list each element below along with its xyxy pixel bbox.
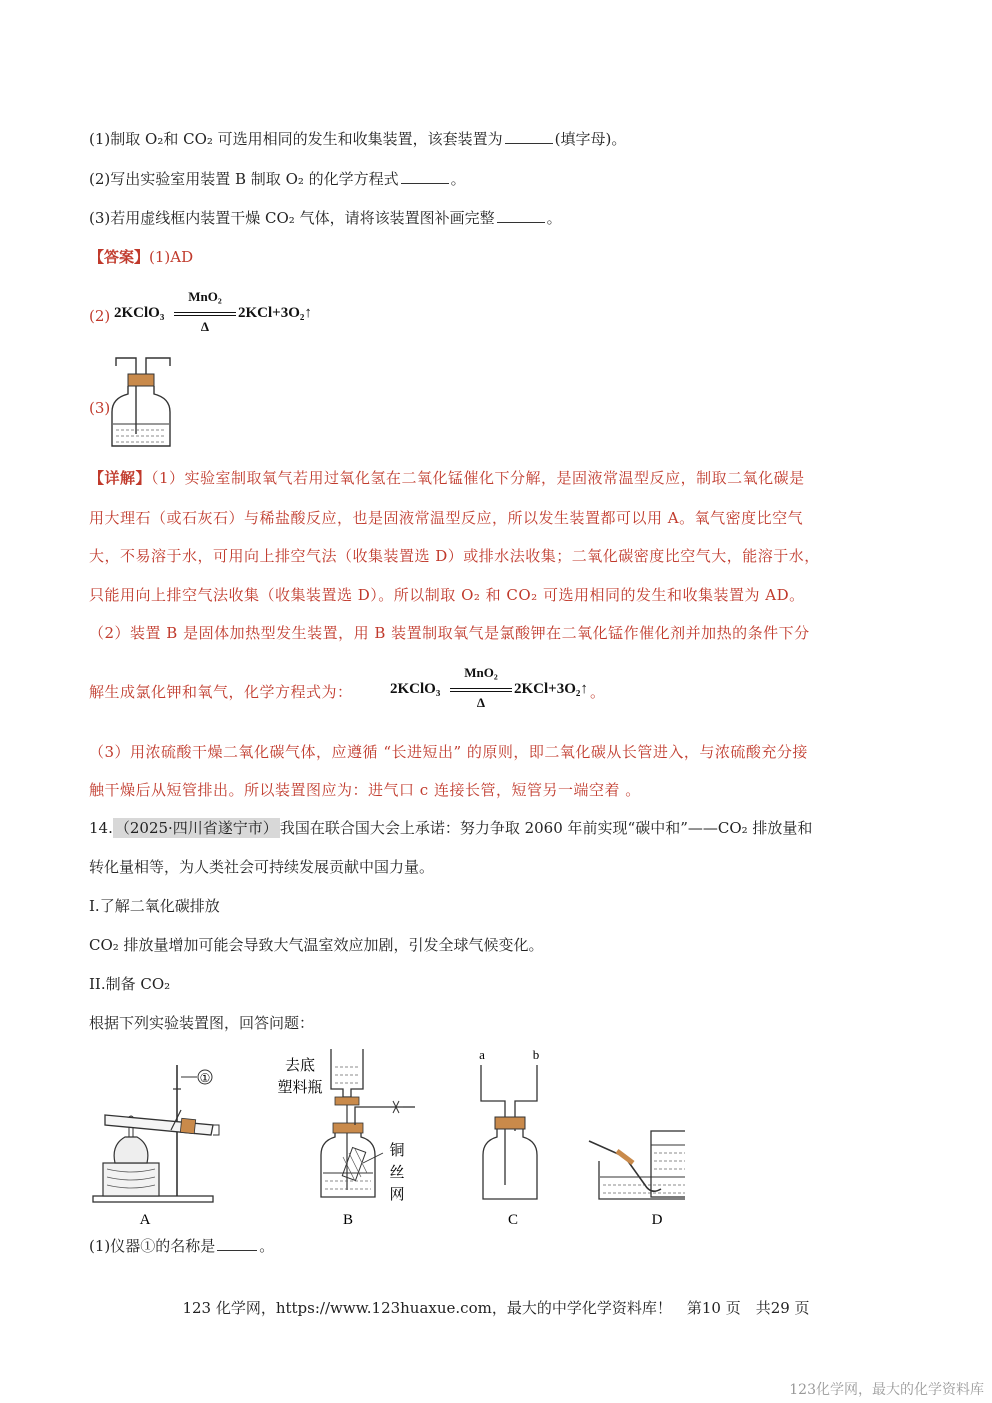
q14-line-1: 14. （2025·四川省遂宁市） 我国在联合国大会上承诺：努力争取 2060 年前实现“碳中和”——CO₂ 排放量和 xyxy=(89,819,813,837)
liquid xyxy=(116,430,166,442)
reaction-bar xyxy=(174,312,236,313)
section-2-text: 根据下列实验装置图，回答问题： xyxy=(89,1014,315,1032)
marker-1: ① xyxy=(199,1071,211,1085)
answer-blank xyxy=(505,129,553,144)
drying-bottle-figure xyxy=(108,354,178,450)
gas-bottle xyxy=(651,1131,685,1197)
detail-line-7: （3）用浓硫酸干燥二氧化碳气体，应遵循 “长进短出” 的原则，即二氧化碳从长管进入，与浓硫酸充分接 xyxy=(89,743,808,761)
apparatus-c xyxy=(479,1047,539,1228)
b-side-label-1: 铜 xyxy=(389,1143,405,1159)
c-label-a: a xyxy=(479,1047,485,1062)
apparatus-a xyxy=(93,1065,219,1228)
c-label-b: b xyxy=(532,1047,540,1062)
b-top-label-2: 塑料瓶 xyxy=(277,1080,323,1096)
watermark: 123化学网，最大的化学资料库 xyxy=(789,1382,984,1398)
detail-line-6: 解生成氯化钾和氧气，化学方程式为： xyxy=(89,683,353,701)
section-2-title: II.制备 CO₂ xyxy=(89,975,171,993)
plastic-bottle xyxy=(331,1049,363,1097)
section-1-title: I.了解二氧化碳排放 xyxy=(89,897,220,915)
label-b: B xyxy=(342,1212,354,1228)
apparatus-d xyxy=(589,1131,685,1228)
label-a: A xyxy=(139,1212,151,1228)
delivery-tube xyxy=(589,1141,661,1191)
page-footer: 123 化学网，https://www.123huaxue.com，最大的中学化学资料库！ 第10 页 共29 页 xyxy=(182,1299,810,1317)
detail-line-4: 只能用向上排空气法收集（收集装置选 D）。所以制取 O₂ 和 CO₂ 可选用相同的发生和收集装置为 AD。 xyxy=(89,586,805,604)
stopper xyxy=(128,374,154,386)
q14-line-2: 转化量相等，为人类社会可持续发展贡献中国力量。 xyxy=(89,858,435,876)
answer-blank xyxy=(217,1236,257,1251)
chemical-equation: 2KClO₃ MnO₂ Δ 2KCl+3O₂↑ xyxy=(114,289,312,334)
apparatus-b xyxy=(277,1049,415,1228)
detail-line-1: 【详解】（1）实验室制取氧气若用过氧化氢在二氧化锰催化下分解，是固液常温型反应，制取二氧化碳是 xyxy=(89,469,805,487)
section-1-text: CO₂ 排放量增加可能会导致大气温室效应加剧，引发全球气候变化。 xyxy=(89,936,544,954)
answer-blank xyxy=(497,208,545,223)
wood-block xyxy=(103,1163,159,1196)
apparatus-figure xyxy=(85,1045,685,1235)
detail-line-8: 触干燥后从短管排出。所以装置图应为：进气口 c 连接长管，短管另一端空着 。 xyxy=(89,781,641,799)
long-tube xyxy=(116,358,136,434)
q14-sub-1: (1)仪器①的名称是 。 xyxy=(89,1237,275,1255)
question-1: (1)制取 O₂和 CO₂ 可选用相同的发生和收集装置，该套装置为 (填字母)。 xyxy=(89,130,627,148)
answer-2-prefix: (2) xyxy=(89,307,111,325)
bottle xyxy=(112,386,170,446)
question-3: (3)若用虚线框内装置干燥 CO₂ 气体，请将该装置图补画完整 。 xyxy=(89,209,562,227)
label-c: C xyxy=(507,1212,519,1228)
alcohol-lamp xyxy=(114,1137,148,1163)
detail-line-3: 大，不易溶于水，可用向上排空气法（收集装置选 D）或排水法收集；二氧化碳密度比空气大，能溶于水， xyxy=(89,547,820,565)
b-side-label-3: 网 xyxy=(389,1187,405,1203)
b-top-label-1: 去底 xyxy=(284,1058,316,1074)
detail-line-2: 用大理石（或石灰石）与稀盐酸反应，也是固液常温型反应，所以发生装置都可以用 A。氧气密度比空气 xyxy=(89,509,804,527)
answer-3-prefix: (3) xyxy=(89,399,111,417)
chemical-equation-2: 2KClO₃ MnO₂ Δ 2KCl+3O₂↑ 。 xyxy=(390,665,606,710)
b-side-label-2: 丝 xyxy=(389,1165,405,1181)
source-tag: （2025·四川省遂宁市） xyxy=(114,819,278,837)
question-2: (2)写出实验室用装置 B 制取 O₂ 的化学方程式 。 xyxy=(89,170,466,188)
label-d: D xyxy=(651,1212,663,1228)
answer-line-1: 【答案】(1)AD xyxy=(89,248,194,266)
answer-blank xyxy=(401,169,449,184)
c-bottle xyxy=(483,1129,537,1199)
detail-line-5: （2）装置 B 是固体加热型发生装置，用 B 装置制取氧气是氯酸钾在二氧化锰作催化剂并加热的条件下分 xyxy=(89,624,810,642)
test-tube xyxy=(105,1115,213,1135)
